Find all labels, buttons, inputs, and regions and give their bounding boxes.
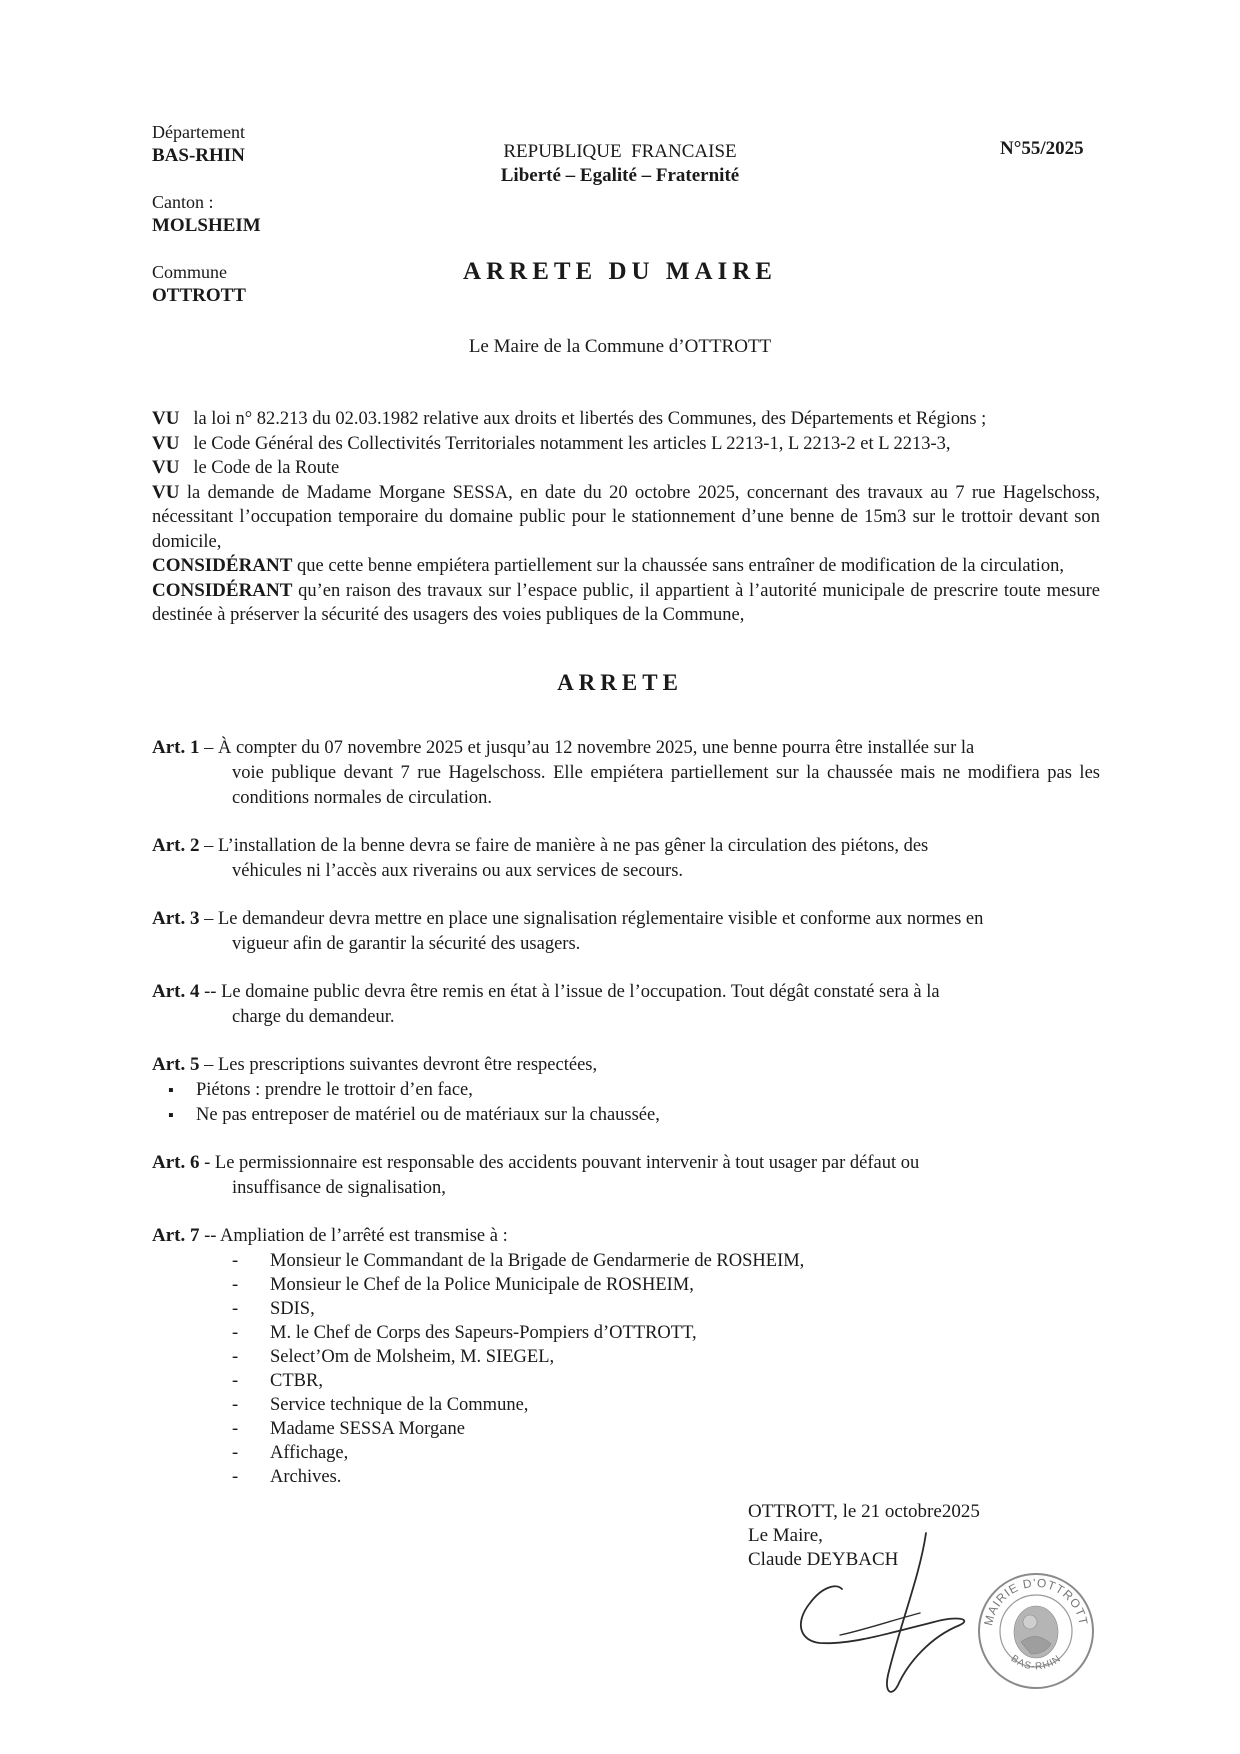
considerant-keyword: CONSIDÉRANT [152,555,293,576]
vu-text: le Code de la Route [193,458,340,478]
mairie-seal-icon [975,1570,1097,1692]
list-item: - CTBR, [152,1369,1100,1393]
list-item: - Service technique de la Commune, [152,1393,1100,1417]
vu-keyword: VU [152,408,180,429]
considerant-text: qu’en raison des travaux sur l’espace public, il appartient à l’autorité municipale de prescrire toute mesure destinée à préserver la sécurité des usagers des voies publiques de la Commune, [152,580,1100,625]
signature-place-date: OTTROTT, le 21 octobre2025 [748,1501,980,1522]
list-item: - Monsieur le Chef de la Police Municipale de ROSHEIM, [152,1273,1100,1297]
republic-motto: Liberté – Egalité – Fraternité [500,165,740,186]
article-text: Le demandeur devra mettre en place une signalisation réglementaire visible et conforme aux normes en [217,909,984,929]
list-item: - Madame SESSA Morgane [152,1417,1100,1441]
article-text: L’installation de la benne devra se faire de manière à ne pas gêner la circulation des piétons, des [217,836,929,856]
list-item: ▪ Ne pas entreposer de matériel ou de matériaux sur la chaussée, [152,1103,1100,1128]
vu-item [152,432,1100,457]
republic-name: REPUBLIQUE FRANCAISE [503,141,737,162]
article-text-continued: voie publique devant 7 rue Hagelschoss. Elle empiétera partiellement sur la chaussée mais ne modifiera pas les conditions normales de circulation. [232,763,1100,808]
considerant-keyword: CONSIDÉRANT [152,579,293,601]
article-text-continued: vigueur afin de garantir la sécurité des usagers. [232,934,581,954]
canton-label: Canton : [152,192,214,212]
departement-label: Département [152,122,245,142]
handwritten-signature-icon [780,1515,980,1715]
list-item: - Select’Om de Molsheim, M. SIEGEL, [152,1345,1100,1369]
vu-keyword: VU [152,432,180,454]
seal-top-text: MAIRIE D'OTTROTT [981,1575,1091,1627]
article-heading: Art. 2 [152,835,200,856]
commune-label: Commune [152,262,227,282]
page-title: ARRETE DU MAIRE [463,258,777,285]
legal-basis-section [152,407,1100,628]
article-heading: Art. 6 [152,1152,200,1173]
document-number: N°55/2025 [1000,138,1084,159]
list-item: - M. le Chef de Corps des Sapeurs-Pompiers d’OTTROTT, [152,1321,1100,1345]
article-heading: Art. 5 [152,1054,200,1075]
canton-value: MOLSHEIM [152,215,261,236]
article-text-continued: charge du demandeur. [232,1007,395,1027]
vu-text: la demande de Madame Morgane SESSA, en date du 20 octobre 2025, concernant des travaux au 7 rue Hagelschoss, nécessitant l’occupation temporaire du domaine public pour le stationnement d’une benne de 15m3 sur le trottoir devant son domicile, [152,482,1101,552]
vu-text: la loi n° 82.213 du 02.03.1982 relative aux droits et libertés des Communes, des Départements et Régions ; [193,409,987,429]
article-5: Art. 5 – Les prescriptions suivantes devront être respectées, ▪ Piétons : prendre le trottoir d’en face, ▪ Ne pas entreposer de matériel ou de matériaux sur la chaussée, [152,1052,1100,1128]
list-item: ▪ Piétons : prendre le trottoir d’en face, [152,1078,1100,1103]
considerant-item [152,554,1100,579]
decision-title: ARRETE [557,670,683,695]
vu-item [152,456,1100,481]
article-text: Le domaine public devra être remis en état à l’issue de l’occupation. Tout dégât constaté sera à la [221,982,940,1002]
seal-bottom-text: BAS-RHIN [1008,1653,1064,1673]
article-text: Ampliation de l’arrêté est transmise à : [220,1226,508,1246]
commune-value: OTTROTT [152,285,246,306]
article-text: À compter du 07 novembre 2025 et jusqu’au 12 novembre 2025, une benne pourra être installée sur la [217,738,975,758]
list-item: - Affichage, [152,1441,1100,1465]
article-7: Art. 7 -- Ampliation de l’arrêté est transmise à : - Monsieur le Commandant de la Brigade de Gendarmerie de ROSHEIM, - Monsieur le Chef de la Police Municipale de ROSHEIM, - SDIS, - M. le Chef de Corps des Sapeurs-Pompiers d’OTTROTT, - Select’Om de Molsheim, M. SIEGEL, - CTBR, - Service technique de la Commune, - Madame SESSA Morgane - Affichage, - Archives. [152,1223,1100,1489]
vu-keyword: VU [152,481,180,503]
article-6: Art. 6 - Le permissionnaire est responsable des accidents pouvant intervenir à tout usager par défaut ou insuffisance de signalisation, [152,1150,1100,1201]
list-item: - Archives. [152,1465,1100,1489]
article-2: Art. 2 – L’installation de la benne devra se faire de manière à ne pas gêner la circulation des piétons, des véhicules ni l’accès aux riverains ou aux services de secours. [152,833,1100,884]
article-heading: Art. 7 [152,1225,200,1246]
article-heading: Art. 4 [152,981,200,1002]
article-1: Art. 1 – À compter du 07 novembre 2025 et jusqu’au 12 novembre 2025, une benne pourra être installée sur la voie publique devant 7 rue Hagelschoss. Elle empiétera partiellement sur la chaussée mais ne modifiera pas les conditions normales de circulation. [152,735,1100,811]
article-heading: Art. 3 [152,908,200,929]
vu-item [152,407,1100,432]
considerant-item [152,579,1100,628]
articles-section [152,735,1100,1511]
prescriptions-list [152,1078,1100,1128]
article-text: Le permissionnaire est responsable des accidents pouvant intervenir à tout usager par défaut ou [214,1153,920,1173]
article-text-continued: véhicules ni l’accès aux riverains ou aux services de secours. [232,861,684,881]
article-text-continued: insuffisance de signalisation, [232,1178,446,1198]
article-text: Les prescriptions suivantes devront être respectées, [217,1055,598,1075]
republic-heading [400,140,840,188]
article-3: Art. 3 – Le demandeur devra mettre en place une signalisation réglementaire visible et conforme aux normes en vigueur afin de garantir la sécurité des usagers. [152,906,1100,957]
mayor-line: Le Maire de la Commune d’OTTROTT [468,336,772,357]
vu-keyword: VU [152,457,180,478]
considerant-text: que cette benne empiétera partiellement sur la chaussée sans entraîner de modification de la circulation, [297,556,1064,576]
vu-text: le Code Général des Collectivités Territoriales notamment les articles L 2213-1, L 2213-2 et L 2213-3, [193,433,951,454]
signature-role: Le Maire, [748,1525,823,1546]
departement-value: BAS-RHIN [152,145,245,166]
article-4: Art. 4 -- Le domaine public devra être remis en état à l’issue de l’occupation. Tout dégât constaté sera à la charge du demandeur. [152,979,1100,1030]
vu-item [152,481,1100,555]
list-item: - SDIS, [152,1297,1100,1321]
recipients-list [152,1249,1100,1489]
list-item: - Monsieur le Commandant de la Brigade de Gendarmerie de ROSHEIM, [152,1249,1100,1273]
article-heading: Art. 1 [152,737,200,758]
signature-name: Claude DEYBACH [748,1549,899,1570]
